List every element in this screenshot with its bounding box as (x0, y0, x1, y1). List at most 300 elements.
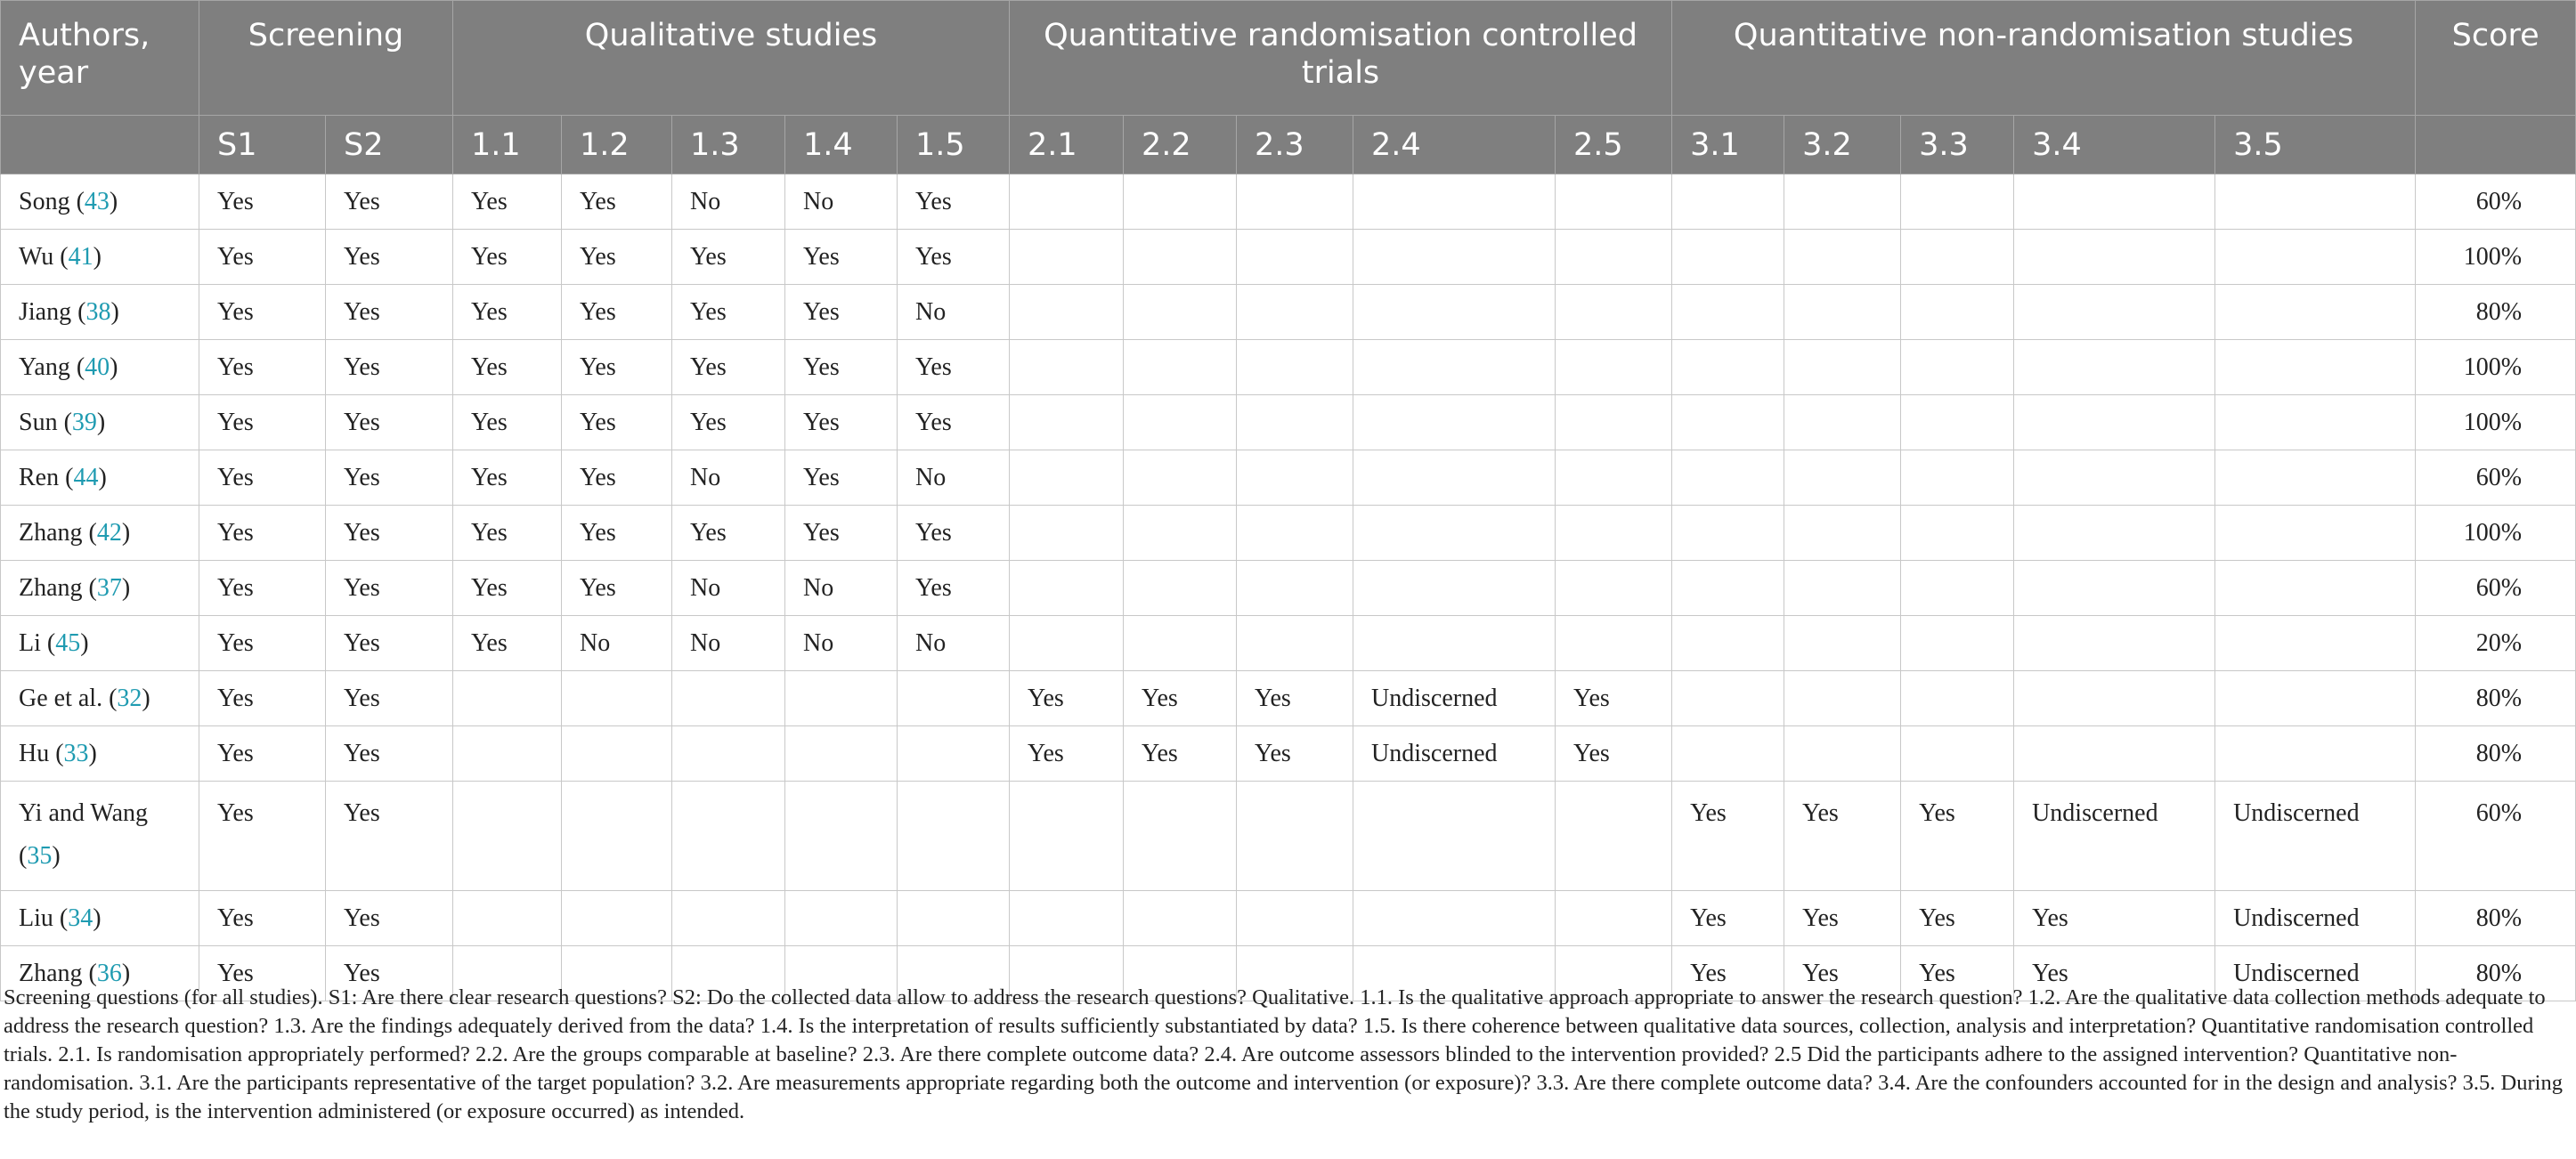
rating-cell: Yes (453, 285, 562, 340)
header-group-2: Qualitative studies (453, 1, 1010, 116)
rating-cell (1237, 285, 1353, 340)
reference-close-paren: ) (110, 297, 119, 326)
author-name: Hu ( (19, 739, 64, 767)
rating-cell (1237, 230, 1353, 285)
rating-cell: No (672, 616, 785, 671)
rating-cell: Yes (453, 395, 562, 450)
rating-cell: Yes (898, 395, 1010, 450)
rating-cell: Yes (199, 891, 326, 946)
rating-cell: Yes (562, 506, 672, 561)
rating-cell (1901, 726, 2014, 782)
rating-cell (2215, 174, 2416, 230)
reference-close-paren: ) (96, 408, 106, 436)
rating-cell: No (785, 561, 898, 616)
rating-cell: Yes (672, 340, 785, 395)
rating-cell: Yes (199, 561, 326, 616)
column-header-4: 1.2 (562, 116, 672, 174)
rating-cell (898, 891, 1010, 946)
rating-cell (1672, 506, 1784, 561)
reference-close-paren: ) (93, 242, 102, 271)
rating-cell (562, 726, 672, 782)
rating-cell (1784, 506, 1901, 561)
rating-cell (2014, 340, 2215, 395)
column-header-11: 2.4 (1353, 116, 1556, 174)
rating-cell (1784, 340, 1901, 395)
rating-cell (1010, 616, 1124, 671)
rating-cell (2014, 450, 2215, 506)
rating-cell: Yes (1672, 946, 1784, 1001)
table-body (1, 174, 2576, 1001)
rating-cell: Yes (1672, 891, 1784, 946)
rating-cell (898, 671, 1010, 726)
author-name: Yang ( (19, 353, 85, 381)
rating-cell: Yes (785, 395, 898, 450)
rating-cell (1672, 174, 1784, 230)
score-cell: 80% (2416, 946, 2576, 1001)
reference-link[interactable]: 37 (96, 573, 122, 602)
rating-cell: Undiscerned (1353, 726, 1556, 782)
author-name: Ge et al. ( (19, 684, 118, 712)
author-name: Wu ( (19, 242, 69, 271)
rating-cell (1672, 671, 1784, 726)
rating-cell: Yes (326, 340, 453, 395)
rating-cell (1784, 561, 1901, 616)
rating-cell: Yes (453, 616, 562, 671)
rating-cell (785, 726, 898, 782)
reference-link[interactable]: 42 (96, 518, 122, 547)
rating-cell: No (672, 561, 785, 616)
author-name: Sun ( (19, 408, 72, 436)
rating-cell (1901, 395, 2014, 450)
rating-cell: Yes (672, 230, 785, 285)
rating-cell (898, 726, 1010, 782)
rating-cell (1784, 395, 1901, 450)
score-cell: 80% (2416, 891, 2576, 946)
rating-cell (562, 891, 672, 946)
rating-cell (1784, 230, 1901, 285)
rating-cell (1010, 782, 1124, 891)
score-cell: 80% (2416, 671, 2576, 726)
rating-cell (1784, 616, 1901, 671)
rating-cell (1556, 285, 1672, 340)
author-cell (1, 174, 199, 230)
rating-cell: Undiscerned (1353, 671, 1556, 726)
rating-cell: Yes (1901, 782, 2014, 891)
author-cell (1, 340, 199, 395)
rating-cell: Yes (1010, 726, 1124, 782)
rating-cell: Yes (199, 450, 326, 506)
rating-cell: Yes (326, 174, 453, 230)
rating-cell (1124, 782, 1237, 891)
rating-cell (1901, 230, 2014, 285)
rating-cell: Yes (199, 782, 326, 891)
rating-cell (2014, 230, 2215, 285)
score-cell: 60% (2416, 782, 2576, 891)
author-cell (1, 726, 199, 782)
rating-cell: Yes (1784, 891, 1901, 946)
table-header (1, 1, 2576, 174)
rating-cell: No (898, 285, 1010, 340)
rating-cell (1237, 395, 1353, 450)
column-header-13: 3.1 (1672, 116, 1784, 174)
header-column-row (1, 116, 2576, 174)
rating-cell (1672, 726, 1784, 782)
score-cell: 100% (2416, 230, 2576, 285)
author-cell (1, 395, 199, 450)
rating-cell: Yes (326, 230, 453, 285)
rating-cell: Yes (453, 174, 562, 230)
rating-cell (672, 891, 785, 946)
rating-cell: Yes (199, 616, 326, 671)
rating-cell (2215, 340, 2416, 395)
rating-cell (1353, 174, 1556, 230)
header-group-0: Authors, year (1, 1, 199, 116)
rating-cell (1672, 285, 1784, 340)
reference-close-paren: ) (121, 573, 131, 602)
author-cell (1, 616, 199, 671)
column-header-10: 2.3 (1237, 116, 1353, 174)
rating-cell: Yes (199, 285, 326, 340)
rating-cell: Yes (326, 891, 453, 946)
rating-cell (1556, 616, 1672, 671)
rating-cell: Yes (898, 340, 1010, 395)
table-footnote: Screening questions (for all studies). S1: Are there clear research questions? S2: Do the collected data allow to address the research questions? Qualitative. 1.1. Is the qualitative approach appropriate to answer the research question? 1.2. Are the qualitative data collection methods adequate to address the research question? 1.3. Are the findings adequately derived from the data? 1.4. Is the interpretation of results sufficiently substantiated by data? 1.5. Is there coherence between qualitative data sources, collection, analysis and interpretation? Quantitative randomisation controlled trials. 2.1. Is randomisation appropriately performed? 2.2. Are the groups comparable at baseline? 2.3. Are there complete outcome data? 2.4. Are outcome assessors blinded to the intervention provided? 2.5 Did the participants adhere to the assigned intervention? Quantitative non-randomisation. 3.1. Are the participants representative of the target population? 3.2. Are measurements appropriate regarding both the outcome and intervention (or exposure)? 3.3. Are there complete outcome data? 3.4. Are the confounders accounted for in the design and analysis? 3.5. During the study period, is the intervention administered (or exposure occurred) as intended. (4, 985, 2563, 1123)
rating-cell: Yes (453, 561, 562, 616)
rating-cell (1784, 450, 1901, 506)
rating-cell (1556, 340, 1672, 395)
score-cell: 100% (2416, 395, 2576, 450)
rating-cell (1010, 450, 1124, 506)
rating-cell: Yes (453, 230, 562, 285)
score-cell: 60% (2416, 174, 2576, 230)
table-row (1, 285, 2576, 340)
rating-cell: Yes (453, 506, 562, 561)
rating-cell (1353, 561, 1556, 616)
rating-cell (1124, 340, 1237, 395)
rating-cell: Yes (1010, 671, 1124, 726)
rating-cell: Yes (453, 450, 562, 506)
reference-close-paren: ) (110, 353, 118, 381)
rating-cell (1353, 616, 1556, 671)
column-header-2: S2 (326, 116, 453, 174)
rating-cell (1556, 230, 1672, 285)
column-header-6: 1.4 (785, 116, 898, 174)
author-cell (1, 230, 199, 285)
table-row (1, 395, 2576, 450)
rating-cell (2215, 616, 2416, 671)
rating-cell: Yes (199, 230, 326, 285)
rating-cell: Yes (785, 285, 898, 340)
rating-cell (1556, 395, 1672, 450)
score-cell: 60% (2416, 561, 2576, 616)
rating-cell: No (672, 174, 785, 230)
rating-cell: Yes (785, 230, 898, 285)
score-cell: 20% (2416, 616, 2576, 671)
column-header-7: 1.5 (898, 116, 1010, 174)
column-header-9: 2.2 (1124, 116, 1237, 174)
author-name: Zhang ( (19, 573, 97, 602)
column-header-5: 1.3 (672, 116, 785, 174)
rating-cell: No (785, 174, 898, 230)
table-row (1, 726, 2576, 782)
rating-cell (453, 891, 562, 946)
rating-cell (1124, 561, 1237, 616)
column-header-15: 3.3 (1901, 116, 2014, 174)
rating-cell: No (898, 616, 1010, 671)
rating-cell (1672, 230, 1784, 285)
rating-cell (1784, 726, 1901, 782)
rating-cell (562, 671, 672, 726)
rating-cell (1010, 340, 1124, 395)
rating-cell (562, 782, 672, 891)
rating-cell (785, 782, 898, 891)
reference-link[interactable]: 44 (73, 463, 99, 491)
rating-cell (2215, 506, 2416, 561)
table-row (1, 340, 2576, 395)
reference-link[interactable]: 32 (117, 684, 142, 712)
rating-cell: Yes (1784, 946, 1901, 1001)
rating-cell: Yes (1784, 782, 1901, 891)
rating-cell (1010, 561, 1124, 616)
rating-cell (2215, 671, 2416, 726)
reference-close-paren: ) (52, 842, 61, 870)
column-header-0 (1, 116, 199, 174)
rating-cell (453, 782, 562, 891)
author-name: Song ( (19, 187, 85, 215)
rating-cell (1556, 561, 1672, 616)
rating-cell: Undiscerned (2215, 782, 2416, 891)
reference-link[interactable]: 43 (84, 187, 110, 215)
rating-cell: Yes (199, 671, 326, 726)
reference-close-paren: ) (142, 684, 150, 712)
rating-cell: Yes (326, 782, 453, 891)
rating-cell (1353, 891, 1556, 946)
rating-cell (1784, 174, 1901, 230)
rating-cell (1010, 285, 1124, 340)
rating-cell (1010, 395, 1124, 450)
author-cell (1, 891, 199, 946)
rating-cell (2215, 230, 2416, 285)
reference-close-paren: ) (109, 187, 118, 215)
rating-cell (1124, 395, 1237, 450)
rating-cell: Yes (326, 726, 453, 782)
rating-cell (785, 891, 898, 946)
table-row (1, 671, 2576, 726)
reference-link[interactable]: 34 (68, 904, 93, 932)
rating-cell: Yes (1556, 726, 1672, 782)
rating-cell (1901, 616, 2014, 671)
rating-cell: Undiscerned (2215, 946, 2416, 1001)
rating-cell: Undiscerned (2014, 782, 2215, 891)
rating-cell (2215, 285, 2416, 340)
rating-cell: Yes (199, 174, 326, 230)
rating-cell: Yes (1124, 671, 1237, 726)
column-header-16: 3.4 (2014, 116, 2215, 174)
rating-cell (1353, 395, 1556, 450)
author-name: Yi and Wang ( (19, 799, 148, 870)
rating-cell (2014, 671, 2215, 726)
rating-cell (1237, 616, 1353, 671)
rating-cell (1237, 891, 1353, 946)
rating-cell (1901, 561, 2014, 616)
rating-cell (1010, 506, 1124, 561)
rating-cell: Yes (562, 285, 672, 340)
reference-close-paren: ) (121, 518, 131, 547)
rating-cell: Yes (326, 946, 453, 1001)
rating-cell (1010, 174, 1124, 230)
rating-cell: No (672, 450, 785, 506)
rating-cell: Yes (562, 395, 672, 450)
rating-cell (1237, 450, 1353, 506)
rating-cell (1124, 174, 1237, 230)
column-header-8: 2.1 (1010, 116, 1124, 174)
rating-cell (1237, 561, 1353, 616)
rating-cell: Yes (199, 395, 326, 450)
rating-cell: Yes (1556, 671, 1672, 726)
rating-cell (453, 726, 562, 782)
author-name: Jiang ( (19, 297, 86, 326)
reference-link[interactable]: 39 (71, 408, 97, 436)
author-cell (1, 561, 199, 616)
rating-cell (1901, 340, 2014, 395)
reference-link[interactable]: 33 (63, 739, 89, 767)
rating-cell (1124, 506, 1237, 561)
rating-cell (1901, 285, 2014, 340)
rating-cell: No (562, 616, 672, 671)
rating-cell (1353, 285, 1556, 340)
rating-cell: Yes (562, 230, 672, 285)
rating-cell: Yes (562, 450, 672, 506)
rating-cell (1353, 230, 1556, 285)
rating-cell (1237, 340, 1353, 395)
score-cell: 80% (2416, 726, 2576, 782)
rating-cell: Yes (898, 230, 1010, 285)
rating-cell: Yes (1237, 671, 1353, 726)
reference-link[interactable]: 35 (27, 842, 53, 870)
rating-cell (1237, 782, 1353, 891)
rating-cell: Yes (199, 506, 326, 561)
rating-cell: Yes (562, 340, 672, 395)
table-row (1, 450, 2576, 506)
rating-cell (1010, 891, 1124, 946)
rating-cell: Yes (672, 285, 785, 340)
author-name: Li ( (19, 628, 56, 657)
rating-cell (1901, 506, 2014, 561)
rating-cell (1672, 395, 1784, 450)
rating-cell: Yes (672, 506, 785, 561)
author-cell (1, 671, 199, 726)
rating-cell (2014, 726, 2215, 782)
rating-cell: Yes (199, 340, 326, 395)
rating-cell (2215, 450, 2416, 506)
score-cell: 100% (2416, 340, 2576, 395)
rating-cell (1124, 285, 1237, 340)
rating-cell (898, 782, 1010, 891)
rating-cell: Yes (1672, 782, 1784, 891)
column-header-3: 1.1 (453, 116, 562, 174)
column-header-18 (2416, 116, 2576, 174)
reference-link[interactable]: 38 (85, 297, 111, 326)
rating-cell: Yes (326, 616, 453, 671)
table-row (1, 230, 2576, 285)
reference-close-paren: ) (80, 628, 89, 657)
rating-cell: Yes (562, 561, 672, 616)
rating-cell: Yes (326, 285, 453, 340)
rating-cell: Yes (562, 174, 672, 230)
reference-link[interactable]: 41 (68, 242, 93, 271)
rating-cell (2215, 726, 2416, 782)
rating-cell: Yes (326, 450, 453, 506)
rating-cell (1237, 506, 1353, 561)
author-cell (1, 450, 199, 506)
header-group-4: Quantitative non-randomisation studies (1672, 1, 2416, 116)
rating-cell (1784, 285, 1901, 340)
rating-cell (2215, 395, 2416, 450)
rating-cell (1353, 506, 1556, 561)
rating-cell: Yes (326, 506, 453, 561)
rating-cell (1010, 230, 1124, 285)
author-name: Ren ( (19, 463, 74, 491)
reference-close-paren: ) (121, 959, 131, 987)
rating-cell: Yes (898, 561, 1010, 616)
rating-cell: Yes (199, 946, 326, 1001)
score-cell: 80% (2416, 285, 2576, 340)
rating-cell (1353, 782, 1556, 891)
rating-cell: Yes (1901, 891, 2014, 946)
table-row (1, 506, 2576, 561)
column-header-17: 3.5 (2215, 116, 2416, 174)
rating-cell (672, 782, 785, 891)
rating-cell (1237, 174, 1353, 230)
reference-link[interactable]: 40 (85, 353, 110, 381)
rating-cell (1124, 616, 1237, 671)
rating-cell (2014, 616, 2215, 671)
rating-cell (1672, 616, 1784, 671)
author-cell (1, 285, 199, 340)
author-name: Zhang ( (19, 959, 97, 987)
reference-link[interactable]: 36 (96, 959, 122, 987)
rating-cell: Yes (2014, 891, 2215, 946)
header-group-3: Quantitative randomisation controlled trials (1010, 1, 1672, 116)
author-cell (1, 782, 199, 891)
reference-link[interactable]: 45 (55, 628, 81, 657)
rating-cell (2215, 561, 2416, 616)
column-header-12: 2.5 (1556, 116, 1672, 174)
author-cell (1, 506, 199, 561)
rating-cell (1901, 174, 2014, 230)
rating-cell (672, 726, 785, 782)
rating-cell (1784, 671, 1901, 726)
rating-cell: Yes (199, 726, 326, 782)
rating-cell (1901, 671, 2014, 726)
table-row (1, 561, 2576, 616)
rating-cell: Yes (785, 450, 898, 506)
rating-cell (1901, 450, 2014, 506)
reference-close-paren: ) (93, 904, 102, 932)
rating-cell (1672, 561, 1784, 616)
header-group-1: Screening (199, 1, 453, 116)
rating-cell (1124, 450, 1237, 506)
header-group-row (1, 1, 2576, 116)
rating-cell (1124, 230, 1237, 285)
rating-cell: Yes (1901, 946, 2014, 1001)
rating-cell: Yes (898, 174, 1010, 230)
score-cell: 100% (2416, 506, 2576, 561)
rating-cell (1556, 450, 1672, 506)
rating-cell (1556, 891, 1672, 946)
rating-cell (1556, 506, 1672, 561)
rating-cell (1353, 340, 1556, 395)
